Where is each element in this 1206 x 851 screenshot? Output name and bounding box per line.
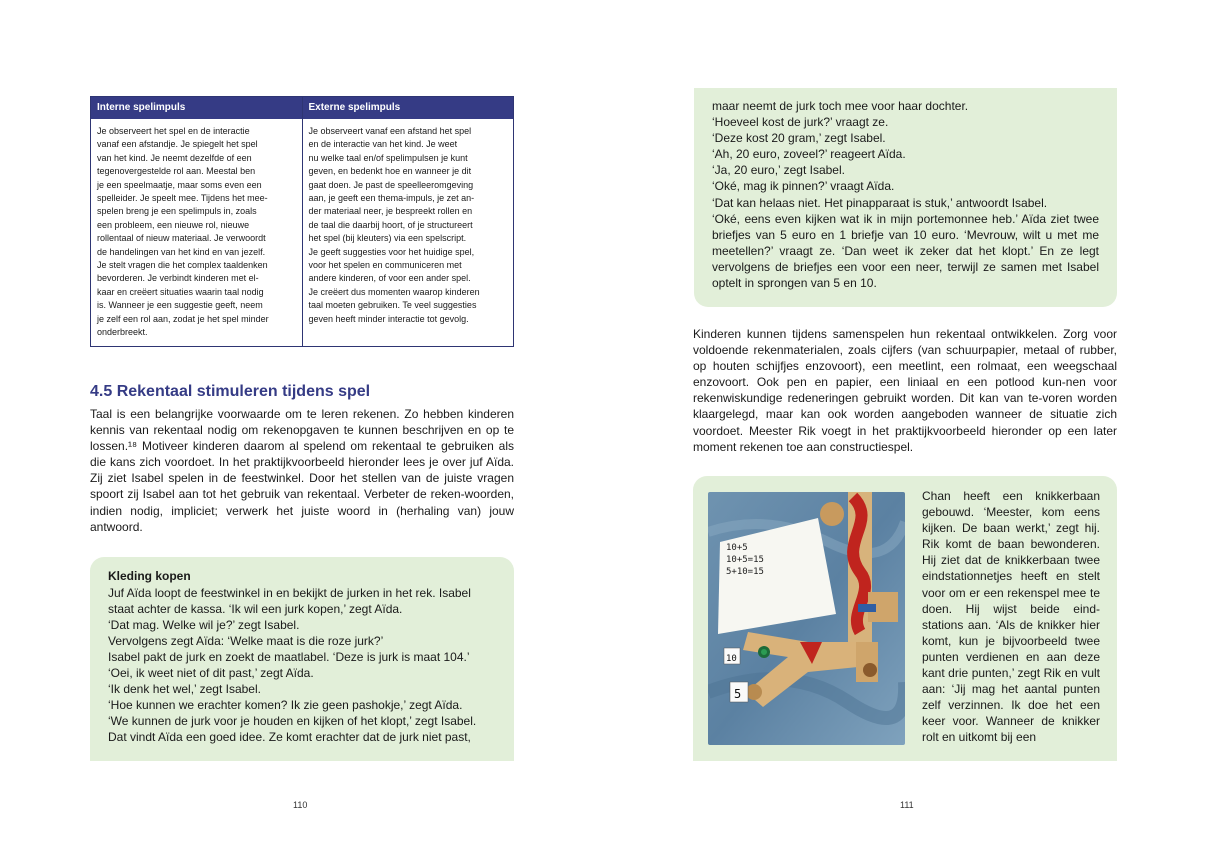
- table-line: Je observeert vanaf een afstand het spel: [308, 126, 472, 136]
- table-cell-extern: [303, 119, 514, 326]
- page-right: [603, 0, 1206, 851]
- table-line: geven heeft minder interactie tot gevolg.: [308, 313, 469, 324]
- table-line: onderbreekt.: [97, 327, 148, 338]
- table-line: taal moeten gebruiken. Te veel suggesties: [308, 300, 477, 311]
- example-line: staat achter de kassa. ‘Ik wil een jurk kopen,’ zegt Aïda.: [108, 601, 403, 616]
- table-line: spelleider. Je speelt mee. Tijdens het mee-: [97, 193, 268, 204]
- photo-sum-line: 10+5: [726, 543, 748, 553]
- table-line: geven, en bedenkt hoe en wanneer je dit: [308, 166, 472, 177]
- page-number: 110: [293, 800, 308, 810]
- intro-paragraph: Taal is een belangrijke voorwaarde om te leren rekenen. Zo hebben kinderen kennis van rekentaal nodig om rekenopgaven te kunnen beschrijven en op te lossen.¹⁸ Motiveer kinderen daarom al spelend om rekentaal te gebruiken als die kans zich voordoet. In het praktijkvoorbeeld hieronder lees je over juf Aïda. Zij ziet Isabel spelen in de feestwinkel. Door het stellen van de juiste vragen spoort zij Isabel aan tot het gebruik van rekentaal. Verbeter de reken-woorden, indien nodig, impliciet; verwerk het juiste woord in (herhaling van) jouw antwoord.: [90, 407, 514, 534]
- example-line: ‘Ah, 20 euro, zoveel?’ reageert Aïda.: [712, 147, 906, 162]
- table-line: tegenovergestelde rol aan. Meestal ben: [97, 166, 256, 177]
- example-line: ‘Oké, eens even kijken wat ik in mijn portemonnee heb.’ Aïda ziet twee briefjes van 5 euro en 1 briefje van 10 euro. ‘Mevrouw, wilt u met me meetellen?’ vraagt ze. ‘Dan weet ik zeker dat het klopt.’ En ze legt vervolgens de briefjes een voor een neer, terwijl ze samen met Isabel optelt in sprongen van 5 en 10.: [712, 211, 1099, 291]
- table-line: nu welke taal en/of spelimpulsen je kunt: [308, 152, 468, 163]
- example-box-text: [108, 585, 496, 746]
- example-line: Vervolgens zegt Aïda: ‘Welke maat is die roze jurk?’: [108, 633, 384, 648]
- table-line: Je observeert het spel en de interactie: [97, 126, 250, 136]
- example-line: ‘Dat kan helaas niet. Het pinapparaat is stuk,’ antwoordt Isabel.: [712, 195, 1048, 210]
- table-header-intern: Interne spelimpuls: [91, 97, 302, 119]
- example-line: ‘Ja, 20 euro,’ zegt Isabel.: [712, 163, 845, 178]
- example-box-title: Kleding kopen: [108, 569, 191, 583]
- example-line: ‘Dat mag. Welke wil je?’ zegt Isabel.: [108, 617, 300, 632]
- table-line: der materiaal neer, je bespreekt rollen en: [308, 206, 473, 217]
- section-title: 4.5 Rekentaal stimuleren tijdens spel: [90, 383, 371, 400]
- example-box-text: [712, 98, 1099, 291]
- photo-label-station-a: 10: [726, 654, 737, 664]
- example-box-knikkerbaan: [693, 476, 1117, 761]
- page-number: 111: [900, 800, 914, 810]
- example-line: ‘Ik denk het wel,’ zegt Isabel.: [108, 682, 261, 697]
- example-line: ‘We kunnen de jurk voor je houden en kijken of het klopt,’ zegt Isabel.: [108, 714, 477, 729]
- table-line: Je stelt vragen die het complex taaldenken: [97, 260, 268, 271]
- example-line: Dat vindt Aïda een goed idee. Ze komt erachter dat de jurk niet past,: [108, 730, 471, 745]
- photo-sum-line: 5+10=15: [726, 567, 764, 577]
- table-line: Je creëert dus momenten waarop kinderen: [308, 286, 480, 297]
- table-column-extern: [302, 97, 514, 346]
- table-line: een probleem, een nieuwe rol, nieuwe: [97, 219, 250, 230]
- example-line: ‘Hoeveel kost de jurk?’ vraagt ze.: [712, 115, 889, 130]
- example-line: ‘Oké, mag ik pinnen?’ vraagt Aïda.: [712, 179, 895, 194]
- table-column-intern: [91, 97, 302, 346]
- table-line: de handelingen van het kind en van jezelf.: [97, 246, 266, 257]
- example-box-continued: [694, 88, 1117, 307]
- example-line: maar neemt de jurk toch mee voor haar dochter.: [712, 99, 969, 113]
- example-box-kleding-kopen: [90, 557, 514, 761]
- table-line: je een speelmaatje, maar soms even een: [97, 179, 262, 190]
- example-line: ‘Deze kost 20 gram,’ zegt Isabel.: [712, 131, 886, 146]
- table-line: je zelf een rol aan, zodat je het spel minder: [97, 313, 269, 324]
- table-line: bevorderen. Je verbindt kinderen met el-: [97, 273, 259, 284]
- spelimpuls-table: [90, 96, 514, 347]
- table-line: de taal die daarbij hoort, of je structureert: [308, 219, 473, 230]
- example-line: Isabel pakt de jurk en zoekt de maatlabel. ‘Deze is jurk is maat 104.’: [108, 649, 470, 664]
- table-line: aan, je geeft een thema-impuls, je zet an-: [308, 193, 475, 204]
- table-line: en de interactie van het kind. Je weet: [308, 139, 458, 150]
- table-line: voor het spelen en communiceren met: [308, 260, 462, 271]
- table-line: is. Wanneer je een suggestie geeft, neem: [97, 300, 263, 311]
- table-line: het spel (bij kleuters) via een spelscript.: [308, 233, 467, 244]
- table-line: vanaf een afstandje. Je spiegelt het spel: [97, 139, 258, 150]
- photo-sum-line: 10+5=15: [726, 555, 764, 565]
- table-line: Je geeft suggesties voor het huidige spel,: [308, 246, 475, 257]
- photo-label-station-b: 5: [734, 687, 742, 701]
- table-header-extern: Externe spelimpuls: [303, 97, 514, 119]
- photo-box-text: Chan heeft een knikkerbaan gebouwd. ‘Meester, kom eens kijken. De baan werkt,’ zegt hij. Rik komt de baan bewonderen. Hij ziet dat de knikkerbaan twee eindstationnetjes heeft en stelt voor om er een rekenspel mee te doen. Hij wijst beide eind-stations aan. ‘Als de knikker hier komt, kun je bijvoorbeeld twee punten verdienen en aan deze kant drie punten,’ zegt Rik en vult aan: ‘Jij mag het aantal punten zelf verzinnen. Ik doe het een keer voor. Wanneer de knikker rolt en uitkomt bij een: [922, 489, 1100, 745]
- example-line: ‘Oei, ik weet niet of dit past,’ zegt Aïda.: [108, 666, 314, 681]
- table-line: spelen breng je een spelimpuls in, zoals: [97, 206, 257, 217]
- table-cell-intern: [91, 119, 302, 340]
- table-line: gaat doen. Je past de speelleeromgeving: [308, 179, 474, 190]
- body-paragraph: Kinderen kunnen tijdens samenspelen hun rekentaal ontwikkelen. Zorg voor voldoende rekenmaterialen, zoals cijfers (van schuurpapier, metaal of rubber, op houten schijfjes enzovoort), een meetlint, een rolmaat, een weegschaal enzovoort. Ook pen en papier, een liniaal en een potlood kun-nen voor rekenwiskundige redeneringen gebruikt worden. Dit kan van te-voren worden klaargelegd, maar kan ook worden aangeboden wanneer de situatie zich voordoet. Meester Rik voegt in het praktijkvoorbeeld hieronder op een later moment rekenen toe aan constructiespel.: [693, 327, 1117, 454]
- example-line: Juf Aïda loopt de feestwinkel in en bekijkt de jurken in het rek. Isabel: [108, 585, 471, 600]
- example-line: ‘Hoe kunnen we erachter komen? Ik zie geen pashokje,’ zegt Aïda.: [108, 698, 463, 713]
- marble-run-photo: [708, 492, 905, 745]
- table-line: andere kinderen, of voor een ander spel.: [308, 273, 471, 284]
- table-line: van het kind. Je neemt dezelfde of een: [97, 152, 252, 163]
- table-line: rollentaal of nieuw materiaal. Je verwoordt: [97, 233, 266, 244]
- table-line: kaar en creëert situaties waarin taal nodig: [97, 286, 264, 297]
